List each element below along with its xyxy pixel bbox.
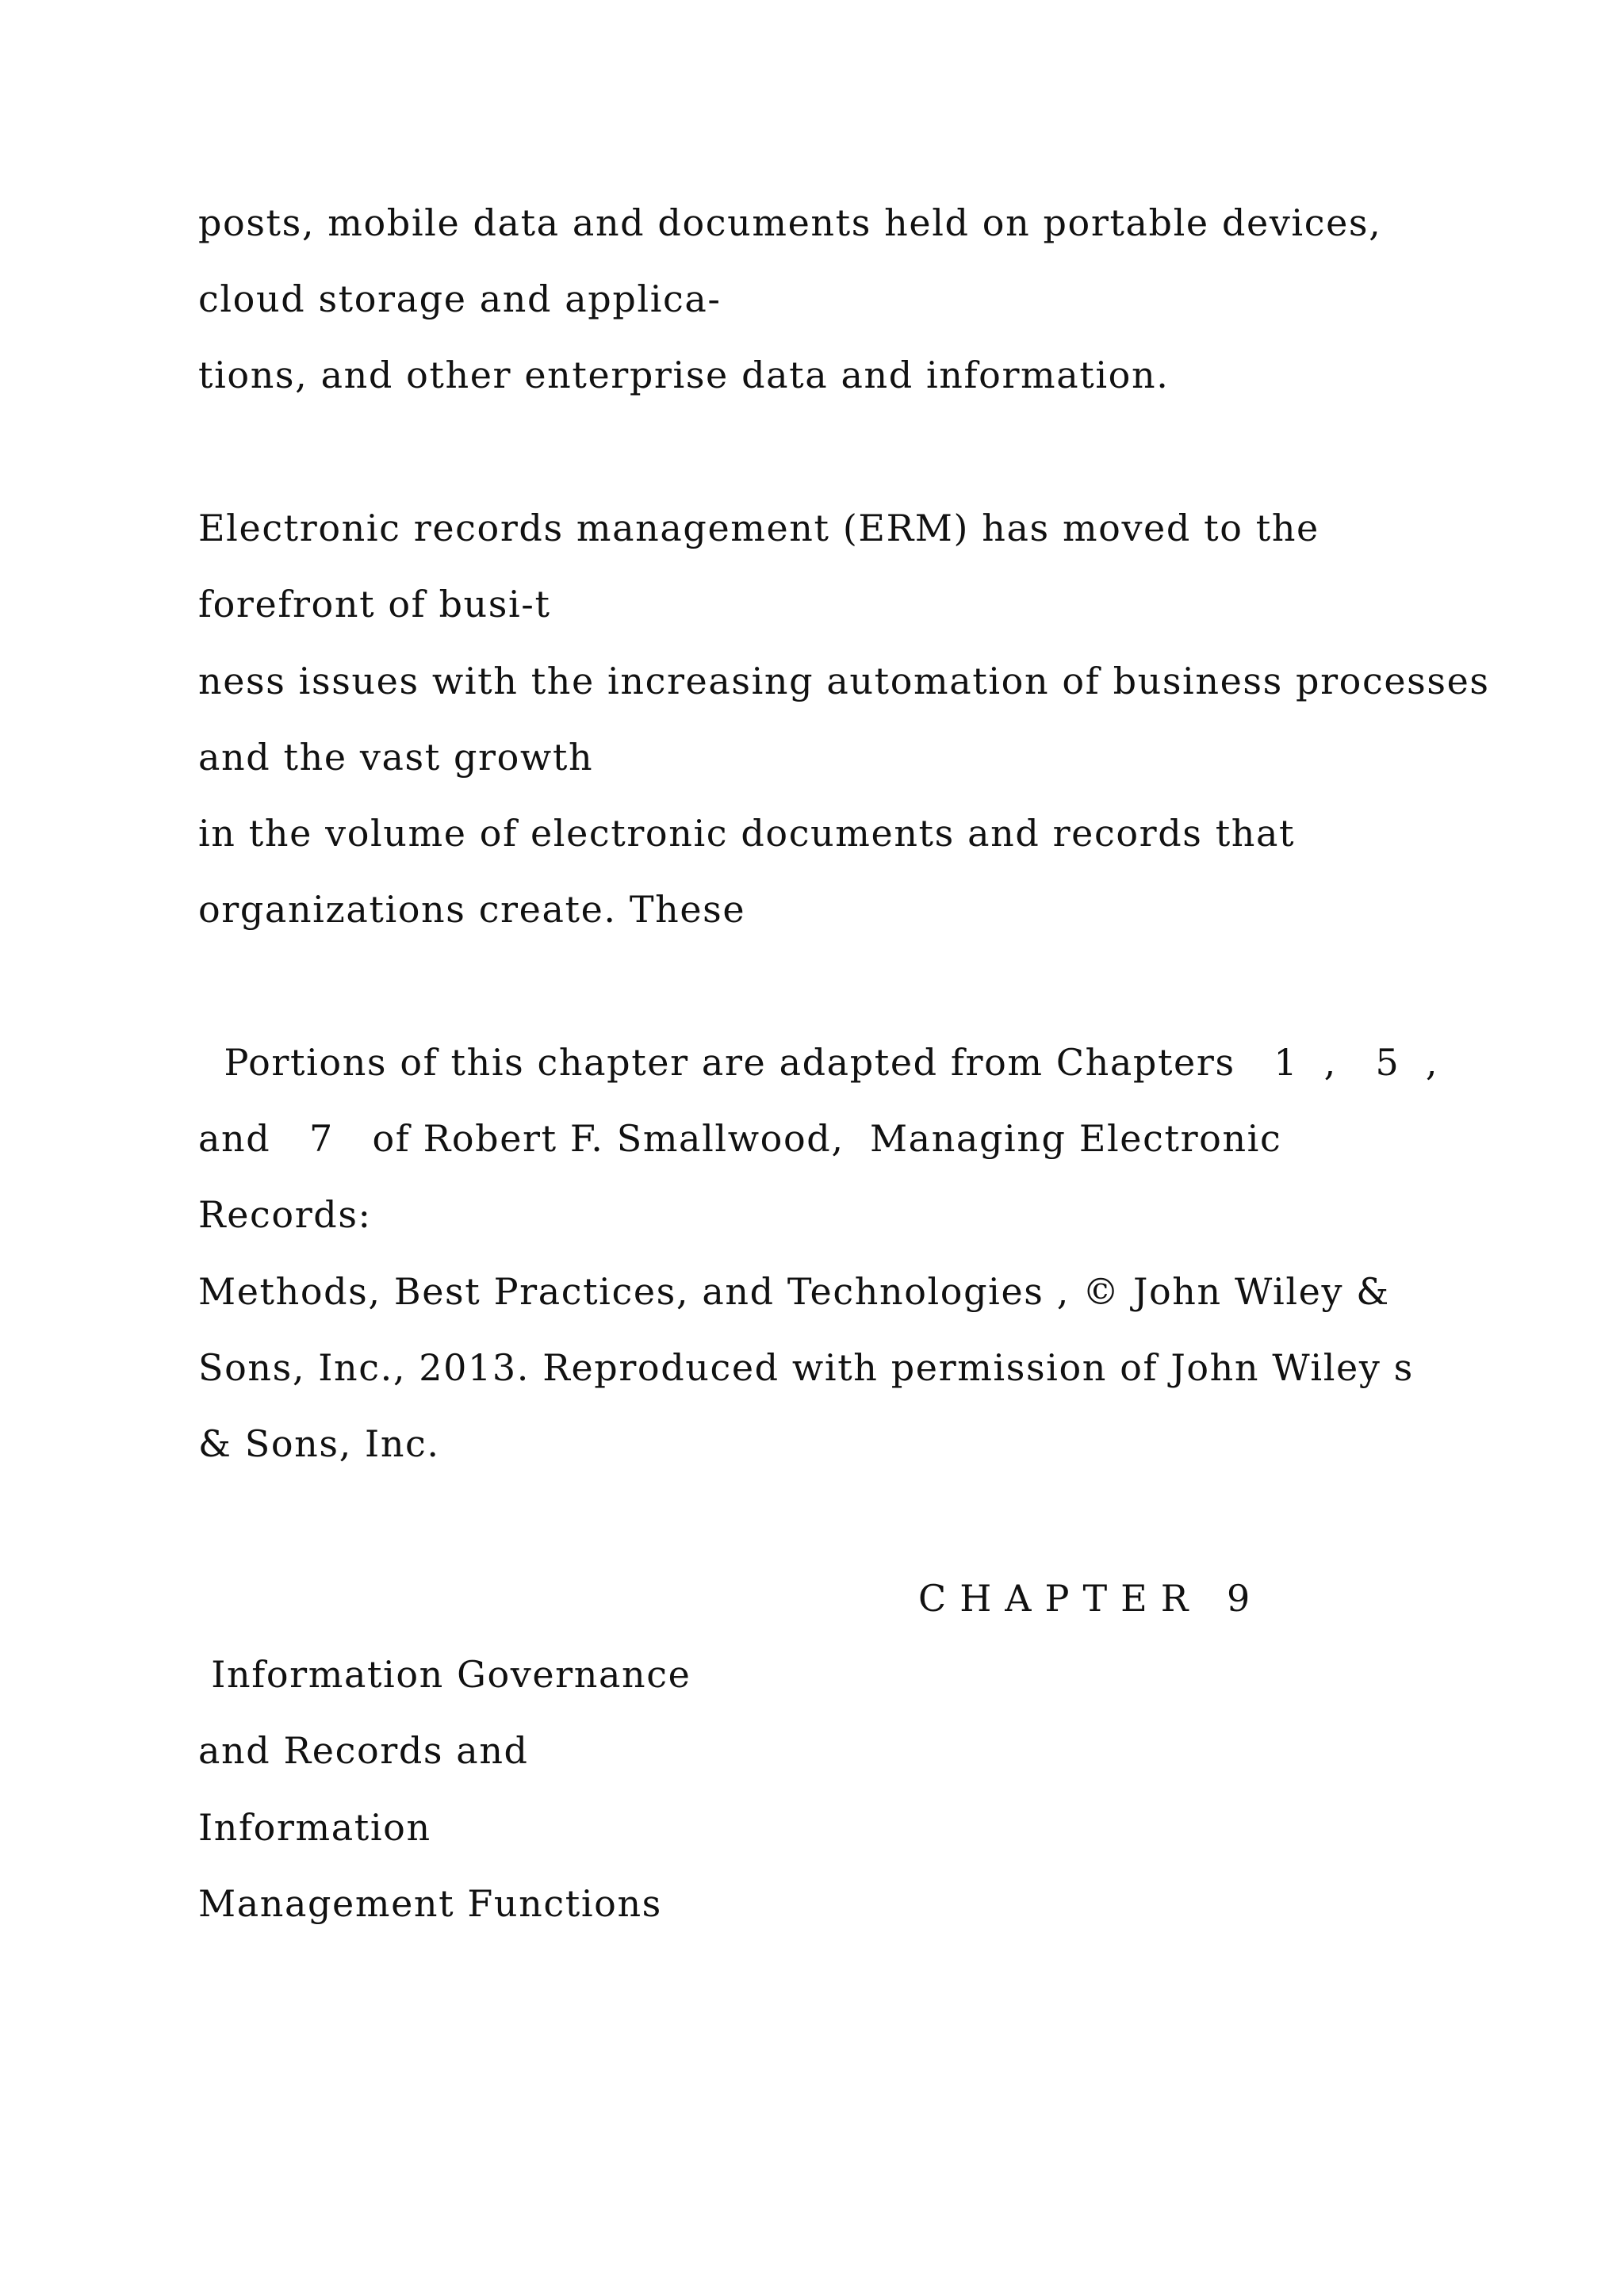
footnote-line-6: & Sons, Inc.: [198, 1422, 440, 1465]
body-line-4: Electronic records management (ERM) has moved to the: [198, 507, 1320, 549]
body-line-5: forefront of busi-t: [198, 583, 551, 626]
chapter-title-line-1: Information Governance: [198, 1653, 691, 1696]
chapter-title-line-4: Management Functions: [198, 1882, 662, 1925]
body-line-2: cloud storage and applica-: [198, 277, 722, 320]
body-line-8: in the volume of electronic documents and records that: [198, 812, 1296, 855]
footnote-line-1: Portions of this chapter are adapted from Chapters 1 , 5 ,: [198, 1041, 1439, 1084]
chapter-label: CHAPTER 9: [918, 1577, 1264, 1620]
footnote-line-2: and 7 of Robert F. Smallwood, Managing Electronic: [198, 1117, 1282, 1160]
chapter-title-line-2: and Records and: [198, 1729, 529, 1772]
body-line-3: tions, and other enterprise data and information.: [198, 354, 1170, 396]
footnote-line-4: Methods, Best Practices, and Technologies , © John Wiley &: [198, 1270, 1390, 1313]
body-line-6: ness issues with the increasing automation of business processes: [198, 660, 1490, 702]
footnote-line-5: Sons, Inc., 2013. Reproduced with permission of John Wiley s: [198, 1346, 1414, 1389]
chapter-title-line-3: Information: [198, 1806, 431, 1849]
footnote-line-3: Records:: [198, 1193, 372, 1236]
body-line-9: organizations create. These: [198, 888, 746, 931]
body-line-7: and the vast growth: [198, 736, 594, 779]
body-line-1: posts, mobile data and documents held on portable devices,: [198, 201, 1382, 244]
